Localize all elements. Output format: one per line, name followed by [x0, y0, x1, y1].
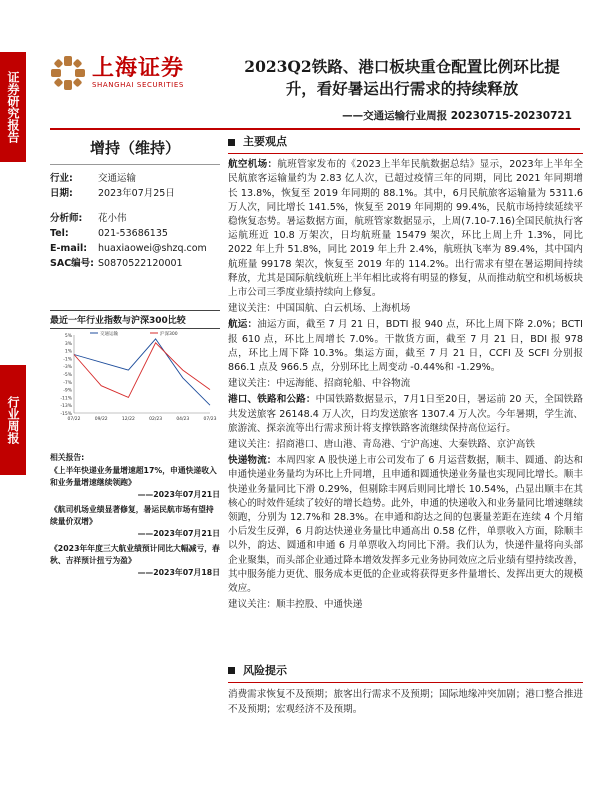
- side-label-research: 证券研究报告: [0, 52, 26, 162]
- risk-text: 消费需求恢复不及预期；旅客出行需求不及预期；国际地缘冲突加剧；港口整合推进不及预期；宏观经济不及预期。: [228, 689, 583, 715]
- info-key: 行业:: [50, 173, 73, 184]
- x-tick-label: 07/22: [67, 417, 81, 422]
- paragraph: [228, 318, 583, 375]
- report-title: 2023Q2铁路、港口板块重仓配置比例环比提升，看好暑运出行需求的持续释放: [244, 57, 560, 98]
- paragraph-lead: 快递物流：: [228, 455, 277, 467]
- y-tick-label: -15%: [60, 412, 72, 417]
- rating: 增持（维持）: [89, 139, 180, 157]
- series-line-0: [74, 339, 210, 405]
- section-divider: [228, 153, 583, 154]
- logo-mark-icon: [50, 55, 86, 91]
- paragraph: [228, 158, 583, 300]
- paragraph-text: 中国铁路数据显示，7月1日至20日，暑运前 20 天，全国铁路共发送旅客 26148.4 万人次，日均发送旅客 1307.4 万人次。今年暑期，学生流、旅游流、探亲流等出行需求预计将支撑铁路客流继续保持高位运行。: [228, 394, 583, 434]
- related-reports: [50, 452, 220, 582]
- main-content: [228, 135, 583, 615]
- paragraph: [228, 302, 583, 316]
- header-divider: [50, 128, 580, 130]
- x-tick-label: 02/23: [149, 417, 163, 422]
- analyst-key: SAC编号:: [50, 258, 94, 269]
- y-tick-label: -5%: [63, 373, 72, 378]
- analyst-sac: S0870522120001: [98, 258, 183, 269]
- y-tick-label: 3%: [64, 341, 72, 347]
- related-item[interactable]: 《航司机场业绩显著修复，暑运民航市场有望持续量价双增》: [50, 505, 214, 526]
- paragraph-lead: 港口、铁路和公路：: [228, 394, 316, 406]
- section-divider: [228, 682, 583, 683]
- side-label-weekly: 行业周报: [0, 365, 26, 475]
- analyst-tel: 021-53686135: [98, 228, 168, 239]
- paragraph: [228, 598, 583, 612]
- square-bullet-icon: [228, 139, 235, 146]
- rating-divider: [50, 164, 220, 165]
- square-bullet-icon: [228, 667, 235, 674]
- risk-heading: [228, 663, 583, 678]
- x-tick-label: 07/23: [203, 417, 217, 422]
- paragraph-text: 建议关注：中远海能、招商轮船、中谷物流: [228, 378, 411, 390]
- paragraph: [228, 393, 583, 436]
- related-date: ——2023年07月21日: [137, 529, 220, 538]
- chart-svg: [50, 329, 220, 429]
- y-tick-label: 1%: [64, 349, 72, 355]
- y-tick-label: -7%: [63, 380, 72, 386]
- info-key: 日期:: [50, 188, 73, 199]
- x-tick-label: 09/22: [94, 417, 108, 422]
- y-tick-label: -11%: [60, 396, 72, 402]
- paragraph: [228, 454, 583, 596]
- related-heading: 相关报告:: [50, 453, 85, 462]
- chart-title: 最近一年行业指数与沪深300比较: [50, 310, 220, 329]
- risk-section: [228, 663, 583, 717]
- y-tick-label: 5%: [64, 334, 72, 339]
- logo-cn: 上海证券: [92, 56, 185, 81]
- paragraph-text: 油运方面，截至 7 月 21 日，BDTI 报 940 点，环比上周下降 2.0%；BCTI 报 610 点，环比上周增长 7.0%。干散货方面，截至 7 月 21 日，BDI 报 978 点，环比上周下降 10.3%。集运方面，截至 7 月 21 日，CCFI 及 SCFI 分别报 866.1 点及 966.5 点，分别环比上周变动 -0.44%和 -1.29%。: [228, 319, 583, 374]
- paragraph-text: 建议关注：中国国航、白云机场、上海机场: [228, 303, 411, 315]
- report-subtitle: ——交通运输行业周报 20230715-20230721: [342, 110, 572, 122]
- related-item[interactable]: 《2023年年度三大航业绩预计同比大幅减亏，春秋、吉祥预计扭亏为盈》: [50, 544, 220, 565]
- paragraph-lead: 航运：: [228, 319, 258, 331]
- y-tick-label: -1%: [63, 357, 72, 363]
- info-value: 2023年07月25日: [98, 188, 175, 199]
- y-tick-label: -9%: [63, 388, 72, 394]
- main-points-heading: [228, 135, 583, 149]
- left-column: [50, 135, 220, 271]
- analyst-name: 花小伟: [98, 213, 127, 224]
- y-tick-label: -13%: [60, 404, 72, 410]
- series-line-1: [74, 343, 210, 398]
- info-block: [50, 171, 220, 271]
- legend-label: 沪深300: [160, 332, 178, 337]
- related-date: ——2023年07月21日: [137, 490, 220, 499]
- analyst-key: 分析师:: [50, 213, 83, 224]
- x-tick-label: 04/23: [176, 417, 190, 422]
- logo-en: SHANGHAI SECURITIES: [92, 81, 184, 89]
- paragraph-text: 建议关注：顺丰控股、中通快递: [228, 599, 363, 611]
- info-value: 交通运输: [98, 173, 137, 184]
- related-date: ——2023年07月18日: [137, 568, 220, 577]
- analyst-key: Tel:: [50, 228, 69, 239]
- analyst-key: E-mail:: [50, 243, 88, 254]
- logo: [50, 55, 184, 91]
- related-item[interactable]: 《上半年快递业务量增速超17%，申通快递收入和业务量增速继续领跑》: [50, 466, 217, 487]
- paragraph: [228, 438, 583, 452]
- paragraph-text: 建议关注：招商港口、唐山港、青岛港、宁沪高速、大秦铁路、京沪高铁: [228, 439, 535, 451]
- paragraph-lead: 航空机场：: [228, 159, 278, 171]
- paragraph: [228, 377, 583, 391]
- risk-title: 风险提示: [243, 664, 287, 677]
- analyst-email[interactable]: huaxiaowei@shzq.com: [98, 243, 207, 254]
- x-tick-label: 12/22: [121, 417, 135, 422]
- paragraph-text: 航班管家发布的《2023上半年民航数据总结》显示，2023年上半年全民航旅客运输量约为 2.83 亿人次，已超过疫情三年的同期，同比 2021 年同期增长 13.8%，恢复至 2019 年同期的 88.1%。其中，6月民航旅客运输量为 5311.6 万人次，同比增长 141.5%，恢复至 2019 年同期的 99.4%，民航市场持续延续平稳恢复态势。暑运数据方面，航班管家数据显示，上周(7.10-7.16)全国民航执行客运航班近 10.8 万架次，日均航班量 15479 架次，环比上周上升 1.3%，同比 2022 年上升 51.8%，同比 2019 年上升 2.4%，航班执飞率为 89.4%，其中国内航班量 99178 架次，恢复至 2019 年的 114.2%。出行需求有望在暑运期间持续释放，尤其是国际航线航班上半年相比或将有明显的修复，从而推动航空和机场板块上市公司三季度业绩持续向上修复。: [228, 159, 583, 299]
- index-chart: [50, 310, 220, 435]
- legend-label: 交通运输: [100, 332, 118, 337]
- main-points-title: 主要观点: [243, 135, 287, 148]
- paragraph-text: 本周四家 A 股快递上市公司发布了 6 月运营数据，顺丰、圆通、韵达和申通快递业务量均为环比上升同增，且申通和圆通快递业务量也实现同比增长。顺丰快递业务量同比下滑 0.29%，但剔除丰网后则同比增长 10.54%，凸显出顺丰在其核心的时效件延续了较好的增长趋势。此外，申通的快递收入和业务量同比增速继续领跑，分别为 12.7%和 28.3%。在申通和韵达之间的包裹量差距在连续 4 个月缩小后发生反弹，6 月韵达快递业务量比申通高出 0.58 亿件，单票收入方面，除顺丰以外，韵达、圆通和申通 6 月单票收入均同比下滑。我们认为，快递件量将向头部企业聚集，而头部企业通过降本增效发挥多元业务协同效应之后业绩有望持续改善，其中服务能力更优、服务成本更低的企业或将获得更多件量增长、发挥出更大的规模效应。: [228, 455, 584, 595]
- y-tick-label: -3%: [63, 365, 72, 371]
